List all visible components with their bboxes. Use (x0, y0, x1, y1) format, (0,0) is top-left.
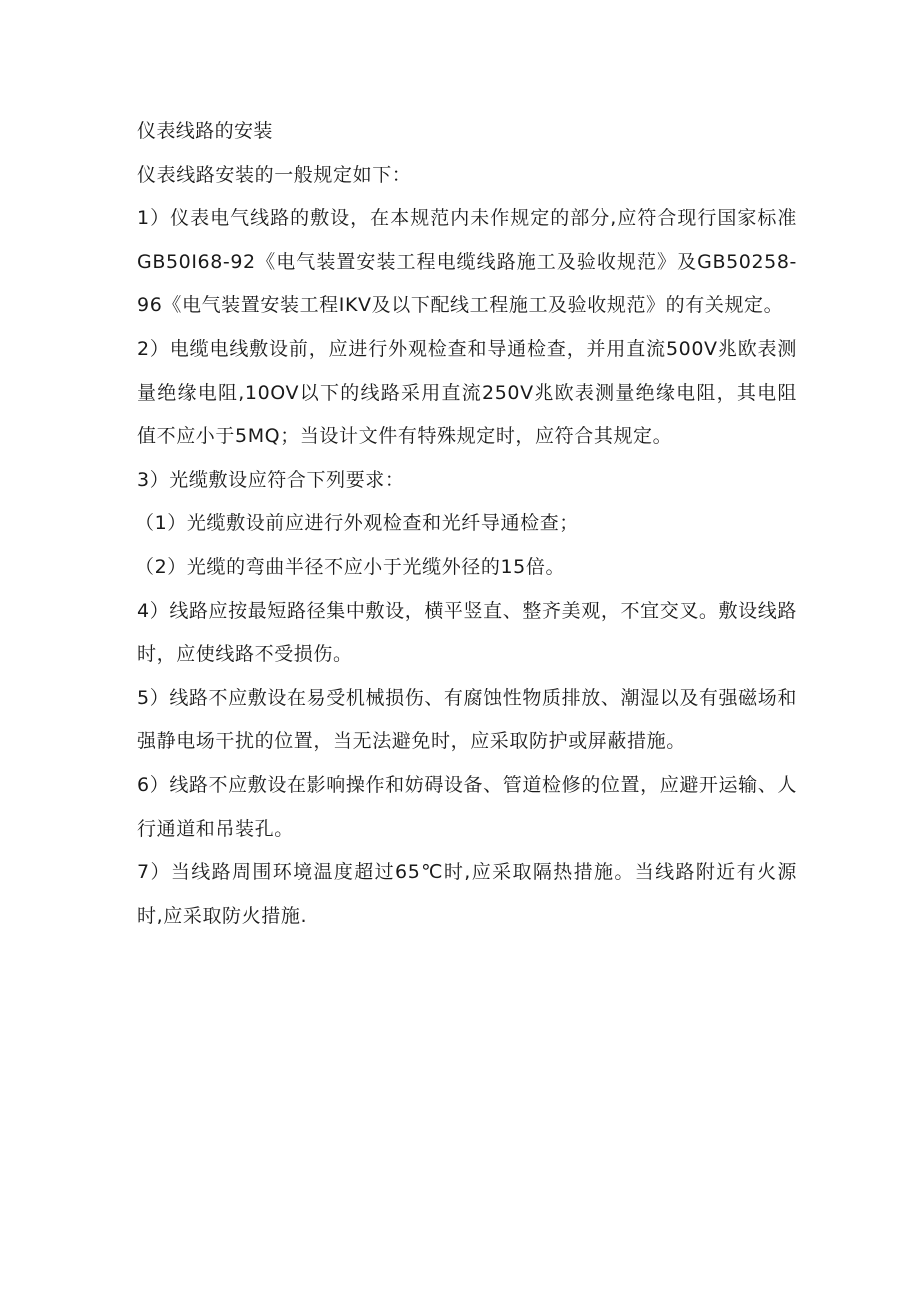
clause-5: 5）线路不应敷设在易受机械损伤、有腐蚀性物质排放、潮湿以及有强磁场和强静电场干扰的位置，当无法避免时，应采取防护或屏蔽措施。 (137, 686, 797, 753)
document-title: 仪表线路的安装 (137, 120, 273, 142)
clause-6: 6）线路不应敷设在影响操作和妨碍设备、管道检修的位置，应避开运输、人行通道和吊装孔。 (137, 773, 797, 840)
clause-4: 4）线路应按最短路径集中敷设，横平竖直、整齐美观，不宜交叉。敷设线路时，应使线路不受损伤。 (137, 599, 797, 666)
clause-7: 7）当线路周围环境温度超过65℃时,应采取隔热措施。当线路附近有火源时,应采取防火措施. (137, 861, 797, 927)
document-body (137, 110, 797, 938)
clause-3-sub-2: （2）光缆的弯曲半径不应小于光缆外径的15倍。 (135, 555, 566, 578)
intro-paragraph: 仪表线路安装的一般规定如下： (137, 163, 412, 186)
clause-3-sub-1: （1）光缆敷设前应进行外观检查和光纤导通检查； (135, 512, 579, 535)
clause-1: 1）仪表电气线路的敷设，在本规范内未作规定的部分,应符合现行国家标准GB50I68-92《电气装置安装工程电缆线路施工及验收规范》及GB50258-96《电气装置安装工程IKV及以下配线工程施工及验收规范》的有关规定。 (137, 207, 797, 317)
clause-3: 3）光缆敷设应符合下列要求： (137, 468, 405, 491)
clause-2: 2）电缆电线敷设前，应进行外观检查和导通检查，并用直流500V兆欧表测量绝缘电阻,10OV以下的线路采用直流250V兆欧表测量绝缘电阻，其电阻值不应小于5MQ；当设计文件有特殊规定时，应符合其规定。 (137, 337, 797, 448)
